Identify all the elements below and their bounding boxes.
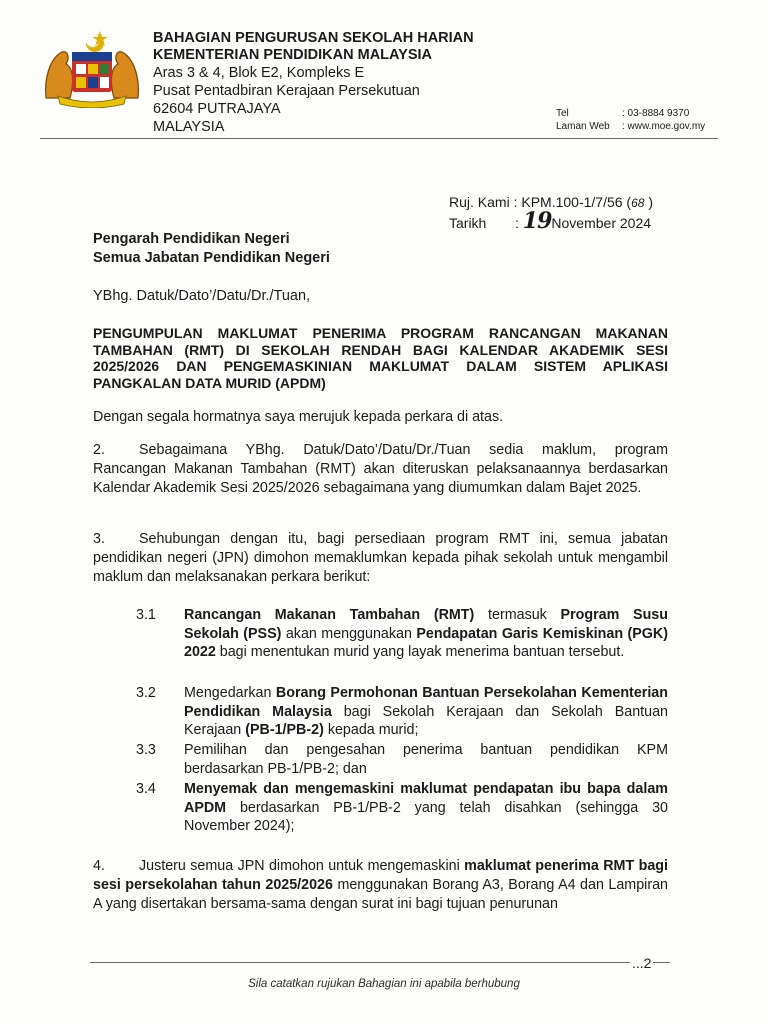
item-number: 3.4 — [136, 781, 156, 797]
page-continuation-marker: ...2 — [632, 955, 652, 971]
item-text: termasuk — [474, 607, 561, 623]
address-line: Aras 3 & 4, Blok E2, Kompleks E — [153, 65, 365, 81]
item-bold-text: Pendapatan Garis Kemiskinan (PGK) 2022 — [184, 625, 669, 660]
item-bold-text: Menyemak dan mengemaskini maklumat pendapatan ibu bapa dalam APDM — [184, 781, 668, 816]
paragraph-text: Sehubungan dengan itu, bagi persediaan program RMT ini, semua jabatan pendidikan negeri (JPN) dimohon memaklumkan kepada pihak sekolah untuk mengambil maklum dan melaksanakan perkara berikut: — [93, 531, 668, 585]
item-number: 3.3 — [136, 742, 156, 758]
list-item — [136, 606, 668, 662]
item-bold-text: Borang Permohonan Bantuan Persekolahan Kementerian Pendidikan Malaysia — [184, 685, 668, 720]
reference-block: Ruj. Kami : KPM.100-1/7/56 (68 ) Tarikh : 19November 2024 — [449, 194, 654, 234]
item-number: 3.1 — [136, 607, 156, 623]
date-day-handwritten: 19 — [522, 208, 552, 234]
item-text: bagi Sekolah Kerajaan dan Sekolah Bantuan Kerajaan — [184, 703, 668, 738]
item-text: kepada murid; — [323, 722, 419, 738]
footer-note: Sila catatkan rujukan Bahagian ini apabila berhubung — [248, 978, 520, 990]
paragraph-2 — [93, 441, 668, 498]
item-bold-text: Rancangan Makanan Tambahan (RMT) — [184, 607, 475, 623]
date-label: Tarikh — [449, 215, 487, 231]
item-text: akan menggunakan — [281, 625, 417, 642]
recipient-block — [93, 230, 330, 268]
intro-paragraph: Dengan segala hormatnya saya merujuk kepada perkara di atas. — [93, 409, 504, 425]
paragraph-number: 4. — [93, 858, 105, 874]
paragraph-4 — [93, 857, 668, 914]
list-item — [136, 684, 668, 740]
date-month-year: November 2024 — [551, 215, 652, 231]
letterhead-title — [153, 30, 474, 64]
item-text: Pemilihan dan pengesahan penerima bantuan pendidikan KPM berdasarkan PB-1/PB-2; dan — [184, 742, 668, 777]
list-item — [136, 741, 668, 778]
ministry-name: KEMENTERIAN PENDIDIKAN MALAYSIA — [153, 47, 433, 63]
tel-value: : 03-8884 9370 — [622, 108, 690, 119]
tel-label: Tel — [556, 108, 569, 119]
list-item — [136, 780, 668, 836]
footer-divider — [90, 962, 670, 963]
web-value: : www.moe.gov.my — [622, 121, 706, 132]
item-bold-text: Program Susu Sekolah (PSS) — [184, 607, 668, 642]
item-bold-text: (PB-1/PB-2) — [245, 722, 324, 738]
ref-value: : KPM.100-1/7/56 — [513, 194, 623, 210]
recipient-line: Pengarah Pendidikan Negeri — [93, 231, 290, 247]
letterhead-contact — [556, 107, 705, 133]
address-line: Pusat Pentadbiran Kerajaan Persekutuan — [153, 83, 420, 99]
paragraph-text: menggunakan Borang A3, Borang A4 dan Lampiran A yang disertakan bersama-sama dengan surat ini bagi tujuan penurunan — [93, 877, 668, 912]
paragraph-number: 2. — [93, 442, 105, 458]
address-line: 62604 PUTRAJAYA — [153, 101, 281, 117]
salutation: YBhg. Datuk/Dato’/Datu/Dr./Tuan, — [93, 288, 311, 304]
item-text: berdasarkan PB-1/PB-2 yang telah disahkan (sehingga 30 November 2024); — [184, 799, 668, 834]
paragraph-number: 3. — [93, 531, 105, 547]
letterhead-address — [153, 64, 420, 136]
ref-handwritten-number: 68 — [631, 196, 645, 210]
letterhead-divider — [40, 138, 718, 139]
ref-label: Ruj. Kami — [449, 194, 510, 210]
coat-of-arms-icon — [40, 28, 144, 108]
item-text: bagi menentukan murid yang layak menerima bantuan tersebut. — [215, 644, 625, 660]
paragraph-bold-text: maklumat penerima RMT bagi sesi persekolahan tahun 2025/2026 — [93, 858, 668, 893]
item-number: 3.2 — [136, 685, 156, 701]
paragraph-3 — [93, 530, 668, 587]
web-label: Laman Web — [556, 121, 610, 132]
recipient-line: Semua Jabatan Pendidikan Negeri — [93, 250, 330, 266]
subject-heading: PENGUMPULAN MAKLUMAT PENERIMA PROGRAM RANCANGAN MAKANAN TAMBAHAN (RMT) DI SEKOLAH RENDAH BAGI KALENDAR AKADEMIK SESI 2025/2026 DAN PENGEMASKINIAN MAKLUMAT DALAM SISTEM APLIKASI PANGKALAN DATA MURID (APDM) — [93, 325, 668, 391]
address-line: MALAYSIA — [153, 119, 225, 135]
paragraph-text: Justeru semua JPN dimohon untuk mengemaskini — [139, 858, 465, 874]
paragraph-text: Sebagaimana YBhg. Datuk/Dato’/Datu/Dr./Tuan sedia maklum, program Rancangan Makanan Tambahan (RMT) akan diteruskan pelaksanaannya berdasarkan Kalendar Akademik Sesi 2025/2026 sebagaimana yang diumumkan dalam Bajet 2025. — [93, 442, 668, 496]
department-name: BAHAGIAN PENGURUSAN SEKOLAH HARIAN — [153, 30, 474, 46]
item-text: Mengedarkan — [184, 685, 276, 701]
date-colon: : — [515, 215, 519, 231]
